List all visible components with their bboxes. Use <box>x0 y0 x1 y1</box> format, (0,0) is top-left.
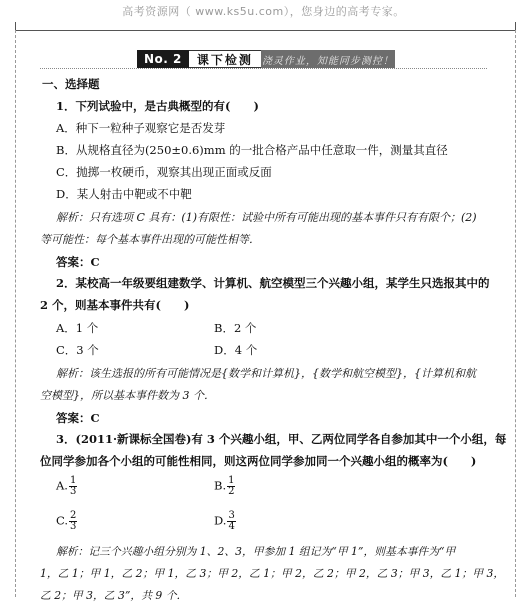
banner-divider <box>40 68 487 69</box>
q1-stem: 1．下列试验中，是古典概型的有( ) <box>56 99 259 113</box>
q3-option-c-label: C. <box>56 513 69 528</box>
q3-option-a <box>56 476 77 497</box>
q3-option-d-denominator: 4 <box>228 521 235 532</box>
frame-left-border <box>15 30 16 597</box>
q3-option-b-numerator: 1 <box>228 475 235 486</box>
q2-stem-line2: 2 个，则基本事件共有( ) <box>40 298 190 312</box>
banner-subtitle: 浇灵作业，知能同步测控！ <box>261 50 395 68</box>
q2-solution-line1: 解析：该生选报的所有可能情况是{数学和计算机}，{数学和航空模型}，{计算机和航 <box>56 367 476 380</box>
q1-option-c: C．抛掷一枚硬币，观察其出现正面或反面 <box>56 165 272 179</box>
q2-stem-line1: 2．某校高一年级要组建数学、计算机、航空模型三个兴趣小组，某学生只选报其中的 <box>56 276 490 290</box>
q1-solution-line2: 等可能性：每个基本事件出现的可能性相等． <box>40 233 260 246</box>
q3-solution-line2: 1，乙 1；甲 1，乙 2；甲 1，乙 3；甲 2，乙 1；甲 2，乙 2；甲 2，乙 3；甲 3，乙 1；甲 3， <box>40 567 505 580</box>
q1-option-b: B．从规格直径为(250±0.6)mm 的一批合格产品中任意取一件，测量其直径 <box>56 143 448 157</box>
q3-option-b-label: B. <box>214 478 227 493</box>
q3-solution-line3: 乙 2；甲 3，乙 3”，共 9 个． <box>40 589 188 602</box>
q2-answer: 答案：C <box>56 411 100 425</box>
q1-solution-line1: 解析：只有选项 C 具有：(1)有限性：试验中所有可能出现的基本事件只有有限个；(2) <box>56 211 477 224</box>
q3-option-c-denominator: 3 <box>70 521 77 532</box>
q3-option-c <box>56 511 77 532</box>
q3-option-d-numerator: 3 <box>228 510 235 521</box>
banner-number: No. 2 <box>137 50 189 68</box>
section-title: 一、选择题 <box>42 77 100 91</box>
q3-stem-line2: 位同学参加各个小组的可能性相同，则这两位同学参加同一个兴趣小组的概率为( ) <box>40 454 477 468</box>
q3-option-b-denominator: 2 <box>228 486 235 497</box>
q2-solution-line2: 空模型}，所以基本事件数为 3 个． <box>40 389 215 402</box>
q2-option-b: B．2 个 <box>214 321 257 335</box>
q3-option-a-label: A. <box>56 478 68 493</box>
banner-title: 课下检测 <box>189 50 261 68</box>
q3-option-c-fraction <box>69 511 77 532</box>
section-banner <box>137 50 395 68</box>
q1-option-d: D．某人射击中靶或不中靶 <box>56 187 192 201</box>
q3-solution-line1: 解析：记三个兴趣小组分别为 1、2、3，甲参加 1 组记为“甲 1”，则基本事件为“甲 <box>56 545 456 558</box>
q1-answer: 答案：C <box>56 255 100 269</box>
q3-option-b <box>214 476 235 497</box>
q3-option-a-numerator: 1 <box>69 475 77 486</box>
watermark-text: 高考资源网（ www.ks5u.com），您身边的高考专家。 <box>122 5 405 18</box>
q3-option-d <box>214 511 236 532</box>
q3-option-a-denominator: 3 <box>69 486 77 497</box>
q3-option-c-numerator: 2 <box>70 510 77 521</box>
q3-option-d-fraction <box>227 511 235 532</box>
frame-right-border <box>515 30 516 597</box>
q3-option-d-label: D. <box>214 513 227 528</box>
q2-option-c: C．3 个 <box>56 343 99 357</box>
q1-option-a: A．种下一粒种子观察它是否发芽 <box>56 121 226 135</box>
q2-option-a: A．1 个 <box>56 321 99 335</box>
q2-option-d: D．4 个 <box>214 343 258 357</box>
q3-option-a-fraction <box>69 476 77 497</box>
q3-stem-line1: 3．(2011·新课标全国卷)有 3 个兴趣小组，甲、乙两位同学各自参加其中一个小组，每 <box>56 432 507 446</box>
frame-top-rule <box>15 30 516 31</box>
q3-option-b-fraction <box>227 476 235 497</box>
